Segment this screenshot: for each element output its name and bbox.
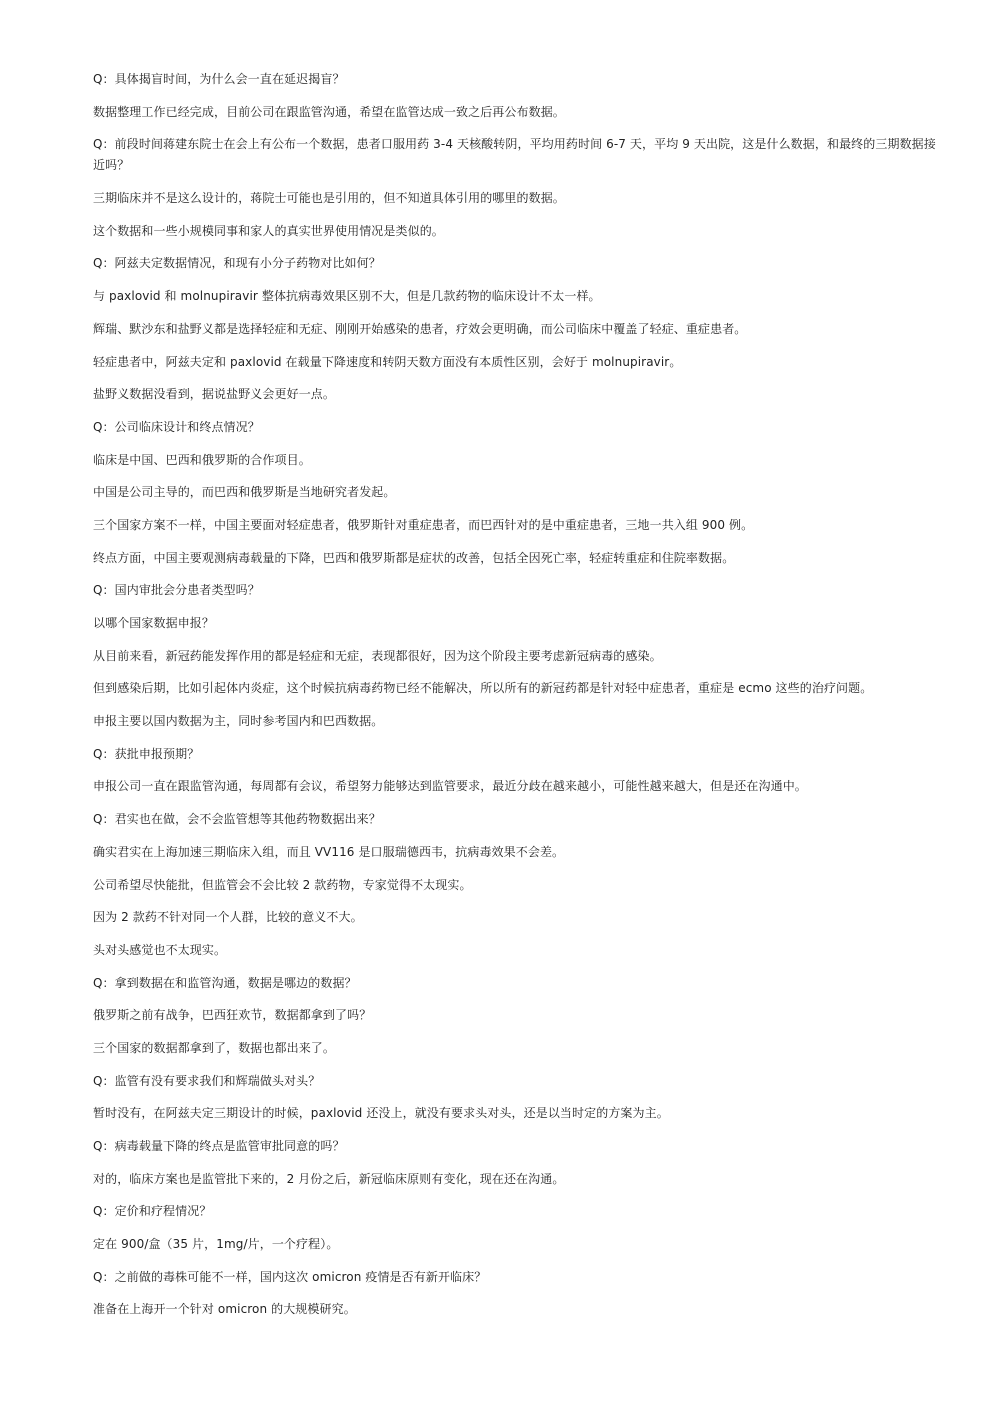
question-paragraph: Q：之前做的毒株可能不一样，国内这次 omicron 疫情是否有新开临床？	[93, 1269, 487, 1284]
question-paragraph: Q：定价和疗程情况？	[93, 1204, 212, 1219]
question-paragraph: Q：阿兹夫定数据情况，和现有小分子药物对比如何？	[93, 256, 381, 271]
answer-paragraph: 公司希望尽快能批，但监管会不会比较 2 款药物，专家觉得不太现实。	[93, 877, 472, 892]
answer-paragraph: 数据整理工作已经完成，目前公司在跟监管沟通，希望在监管达成一致之后再公布数据。	[93, 104, 565, 119]
question-paragraph: Q：具体揭盲时间，为什么会一直在延迟揭盲？	[93, 72, 345, 86]
answer-paragraph: 申报主要以国内数据为主，同时参考国内和巴西数据。	[93, 714, 384, 729]
question-paragraph: Q：君实也在做，会不会监管想等其他药物数据出来？	[93, 812, 381, 827]
answer-paragraph: 三个国家的数据都拿到了，数据也都出来了。	[93, 1040, 336, 1055]
answer-paragraph: 从目前来看，新冠药能发挥作用的都是轻症和无症，表现都很好，因为这个阶段主要考虑新冠病毒的感染。	[93, 648, 662, 663]
answer-paragraph: 轻症患者中，阿兹夫定和 paxlovid 在载量下降速度和转阴天数方面没有本质性区别，会好于 molnupiravir。	[93, 354, 682, 369]
question-paragraph: Q：前段时间蒋建东院士在会上有公布一个数据，患者口服用药 3-4 天核酸转阴，平均用药时间 6-7 天，平均 9 天出院，这是什么数据，和最终的三期数据接近吗？	[93, 137, 936, 173]
answer-paragraph: 但到感染后期，比如引起体内炎症，这个时候抗病毒药物已经不能解决，所以所有的新冠药都是针对轻中症患者，重症是 ecmo 这些的治疗问题。	[93, 681, 873, 696]
document-body	[93, 69, 943, 1332]
answer-paragraph: 这个数据和一些小规模同事和家人的真实世界使用情况是类似的。	[93, 223, 444, 238]
answer-paragraph: 暂时没有，在阿兹夫定三期设计的时候，paxlovid 还没上，就没有要求头对头，还是以当时定的方案为主。	[93, 1106, 669, 1121]
answer-paragraph: 对的，临床方案也是监管批下来的，2 月份之后，新冠临床原则有变化，现在还在沟通。	[93, 1171, 565, 1186]
answer-paragraph: 三期临床并不是这么设计的，蒋院士可能也是引用的，但不知道具体引用的哪里的数据。	[93, 191, 565, 206]
question-paragraph: Q：病毒载量下降的终点是监管审批同意的吗？	[93, 1139, 345, 1153]
answer-paragraph: 俄罗斯之前有战争，巴西狂欢节，数据都拿到了吗？	[93, 1008, 372, 1023]
answer-paragraph: 以哪个国家数据申报？	[93, 616, 215, 630]
answer-paragraph: 中国是公司主导的，而巴西和俄罗斯是当地研究者发起。	[93, 485, 396, 500]
question-paragraph: Q：国内审批会分患者类型吗？	[93, 583, 260, 598]
answer-paragraph: 终点方面，中国主要观测病毒载量的下降，巴西和俄罗斯都是症状的改善，包括全因死亡率，轻症转重症和住院率数据。	[93, 550, 735, 565]
answer-paragraph: 盐野义数据没看到，据说盐野义会更好一点。	[93, 387, 336, 402]
question-paragraph: Q：获批申报预期？	[93, 746, 200, 761]
answer-paragraph: 因为 2 款药不针对同一个人群，比较的意义不大。	[93, 910, 363, 925]
answer-paragraph: 准备在上海开一个针对 omicron 的大规模研究。	[93, 1302, 356, 1317]
answer-paragraph: 三个国家方案不一样，中国主要面对轻症患者，俄罗斯针对重症患者，而巴西针对的是中重症患者，三地一共入组 900 例。	[93, 517, 754, 532]
question-paragraph: Q：公司临床设计和终点情况？	[93, 419, 260, 434]
answer-paragraph: 临床是中国、巴西和俄罗斯的合作项目。	[93, 452, 311, 467]
answer-paragraph: 与 paxlovid 和 molnupiravir 整体抗病毒效果区别不大，但是几款药物的临床设计不太一样。	[93, 289, 601, 304]
answer-paragraph: 辉瑞、默沙东和盐野义都是选择轻症和无症、刚刚开始感染的患者，疗效会更明确，而公司临床中覆盖了轻症、重症患者。	[93, 321, 747, 336]
question-paragraph: Q：拿到数据在和监管沟通，数据是哪边的数据？	[93, 975, 357, 990]
answer-paragraph: 申报公司一直在跟监管沟通，每周都有会议，希望努力能够达到监管要求，最近分歧在越来越小，可能性越来越大，但是还在沟通中。	[93, 779, 807, 794]
answer-paragraph: 定在 900/盒（35 片，1mg/片，一个疗程）。	[93, 1237, 339, 1252]
question-paragraph: Q：监管有没有要求我们和辉瑞做头对头？	[93, 1073, 321, 1088]
answer-paragraph: 确实君实在上海加速三期临床入组，而且 VV116 是口服瑞德西韦，抗病毒效果不会差。	[93, 844, 565, 859]
answer-paragraph: 头对头感觉也不太现实。	[93, 942, 227, 957]
